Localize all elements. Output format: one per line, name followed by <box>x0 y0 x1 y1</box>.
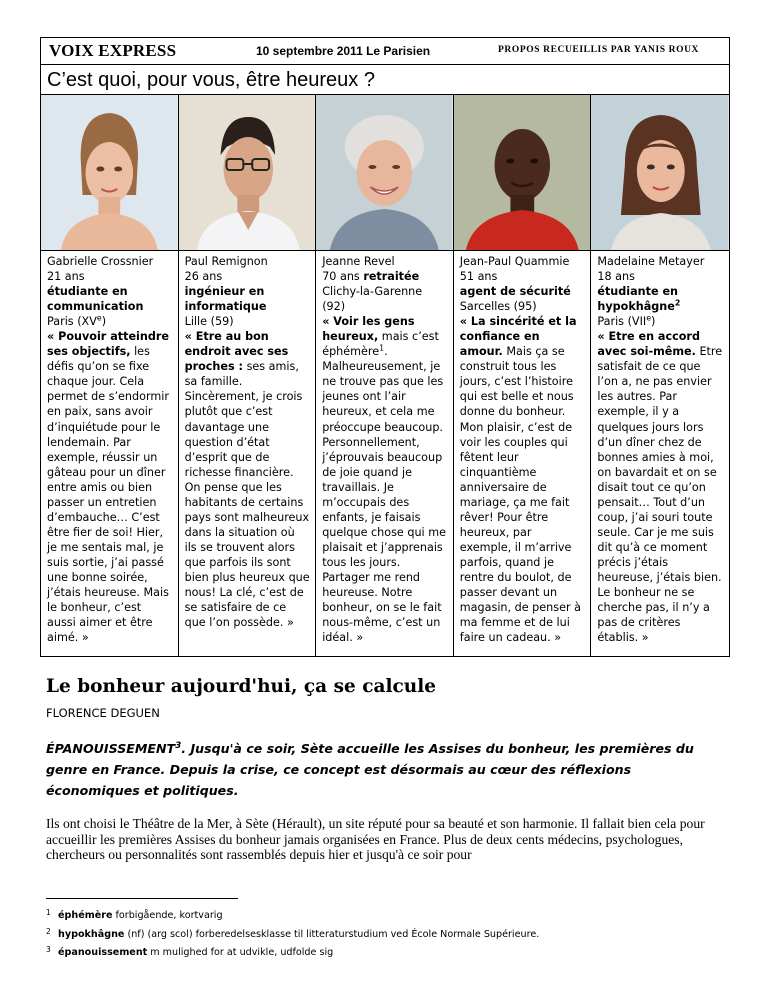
person-text <box>316 251 453 645</box>
person-quote: « La sincérité et la confiance en amour. Mais ça se construit tous les jours, c’est l’histoire qui est belle et nous donne du bonheur. Mon plaisir, c’est de voir les couples qui fêtent leur cinquantième anniversaire de mariage, ça me fait rêver! Pour être heureux, par exemple, il m’arrive parfois, quand je rentre du boulot, de passer devant un magasin, de penser à ma femme et de lui faire un cadeau. » <box>459 315 581 645</box>
person-location: Clichy-la-Garenne (92) <box>322 285 423 314</box>
person-age: 26 ans <box>184 270 223 284</box>
person-text <box>454 251 591 645</box>
person-age-occupation: 70 ans retraitée <box>322 270 420 284</box>
survey-question: C’est quoi, pour vous, être heureux ? <box>41 65 729 95</box>
person-text <box>591 251 729 645</box>
article-body: Ils ont choisi le Théâtre de la Mer, à Sète (Hérault), un site réputé pour sa beauté et son harmonie. Il fallait bien cela pour accueillir les premières Assises du bonheur jamais organisées en France. Plus de deux cents médecins, psychologues, chercheurs ou personnalités sont rassemblés depuis hier et jusqu'à ce soir pour <box>46 816 705 863</box>
person-quote: « Etre en accord avec soi-même. Etre satisfait de ce que l’on a, ne pas envier les autres. Par exemple, il y a quelques jours lors d’un dîner chez de bonnes amies à moi, on bavardait et on se disait tout ce qu’on pensait… Tout d’un coup, j’ai souri toute seule. Car je me suis dit qu’à ce moment précis j’étais heureuse, j’étais bien. Le bonheur ne se cherche pas, il n’y a pas de critères établis. » <box>597 330 723 645</box>
portrait-photo <box>179 95 316 251</box>
person-quote: « Pouvoir atteindre ses objectifs, les défis qu’on se fixe chaque jour. Cela permet de s’endormir en paix, sans avoir d’inquiétude pour le lendemain. Par exemple, réussir un gâteau pour un dîner entre amis ou bien passer un entretien d’embauche… C’est être fier de soi! Hier, je me sentais mal, je suis sortie, j’ai passé une bonne soirée, j’étais heureuse. Mais le bonheur, c’est aussi aimer et être aimé. » <box>47 330 169 645</box>
interview-column <box>316 95 454 656</box>
portrait-photo <box>591 95 729 251</box>
person-age: 21 ans <box>47 270 85 284</box>
interview-column <box>41 95 179 656</box>
interview-column <box>591 95 729 656</box>
person-occupation: étudiante en hypokhâgne$^2$ <box>597 285 681 314</box>
person-age: 51 ans <box>459 270 498 284</box>
person-text <box>41 251 178 645</box>
portrait-photo <box>454 95 591 251</box>
footnotes <box>46 905 726 961</box>
person-text <box>179 251 316 630</box>
person-location: Paris (XVe) <box>47 313 107 329</box>
article-title: Le bonheur aujourd'hui, ça se calcule <box>46 676 436 697</box>
brand-title: VOIX EXPRESS <box>49 41 177 60</box>
publication-date: 10 septembre 2011 Le Parisien <box>256 44 431 58</box>
footnote-divider <box>46 898 238 899</box>
box-header <box>41 38 729 65</box>
person-name: Paul Remignon <box>184 255 268 268</box>
article-author: FLORENCE DEGUEN <box>46 706 160 720</box>
voix-express-box <box>40 37 730 657</box>
interview-column <box>454 95 592 656</box>
person-quote: « Voir les gens heureux, mais c’est éphémère$^1$. Malheureusement, je ne trouve pas que les jeunes ont l’air heureux, et cela me préoccupe beaucoup. Personnellement, j’éprouvais beaucoup de joie quand je travaillais. Je m’occupais des enfants, je faisais quelque chose qui me plaisait et j’apprenais tous les jours. Partager me rend heureuse. Notre bonheur, on se le fait nous-même, c’est un idéal. » <box>322 315 446 645</box>
footnote-item: 1 éphémère forbigående, kortvarig <box>46 908 223 921</box>
portrait-photo <box>41 95 178 251</box>
interview-columns <box>41 95 729 656</box>
interview-column <box>179 95 317 656</box>
person-quote: « Etre au bon endroit avec ses proches : ses amis, sa famille. Sincèrement, je crois plutôt que c’est davantage une question d’état d’esprit que de richesse financière. On pense que les habitants de certains pays sont malheureux dans la situation où ils se trouvent alors que parfois ils sont bien plus heureux que nous! La clé, c’est de se satisfaire de ce que l’on possède. » <box>184 330 310 630</box>
interview-credit: PROPOS RECUEILLIS PAR YANIS ROUX <box>498 45 699 55</box>
person-occupation: étudiante en communication <box>47 285 144 314</box>
portrait-photo <box>316 95 453 251</box>
person-name: Gabrielle Crossnier <box>47 255 154 268</box>
person-occupation: ingénieur en informatique <box>184 285 267 314</box>
footnote-item: 3 épanouissement m mulighed for at udvikle, udfolde sig <box>46 945 334 959</box>
person-name: Jeanne Revel <box>322 255 395 268</box>
person-name: Jean-Paul Quammie <box>459 255 570 268</box>
article-lead: ÉPANOUISSEMENT$^3$. Jusqu'à ce soir, Sète accueille les Assises du bonheur, les premières du genre en France. Depuis la crise, ce concept est désormais au cœur des réflexions économiques et politiques. <box>46 740 694 798</box>
person-location: Sarcelles (95) <box>459 300 537 314</box>
person-occupation: agent de sécurité <box>459 285 571 299</box>
person-name: Madelaine Metayer <box>597 255 705 268</box>
person-location: Lille (59) <box>184 315 234 329</box>
footnote-item: 2 hypokhâgne (nf) (arg scol) forberedelsesklasse til litteraturstudium ved École Normale Supérieure. <box>46 926 540 940</box>
person-age: 18 ans <box>597 270 635 284</box>
person-location: Paris (VIIe) <box>597 313 656 329</box>
